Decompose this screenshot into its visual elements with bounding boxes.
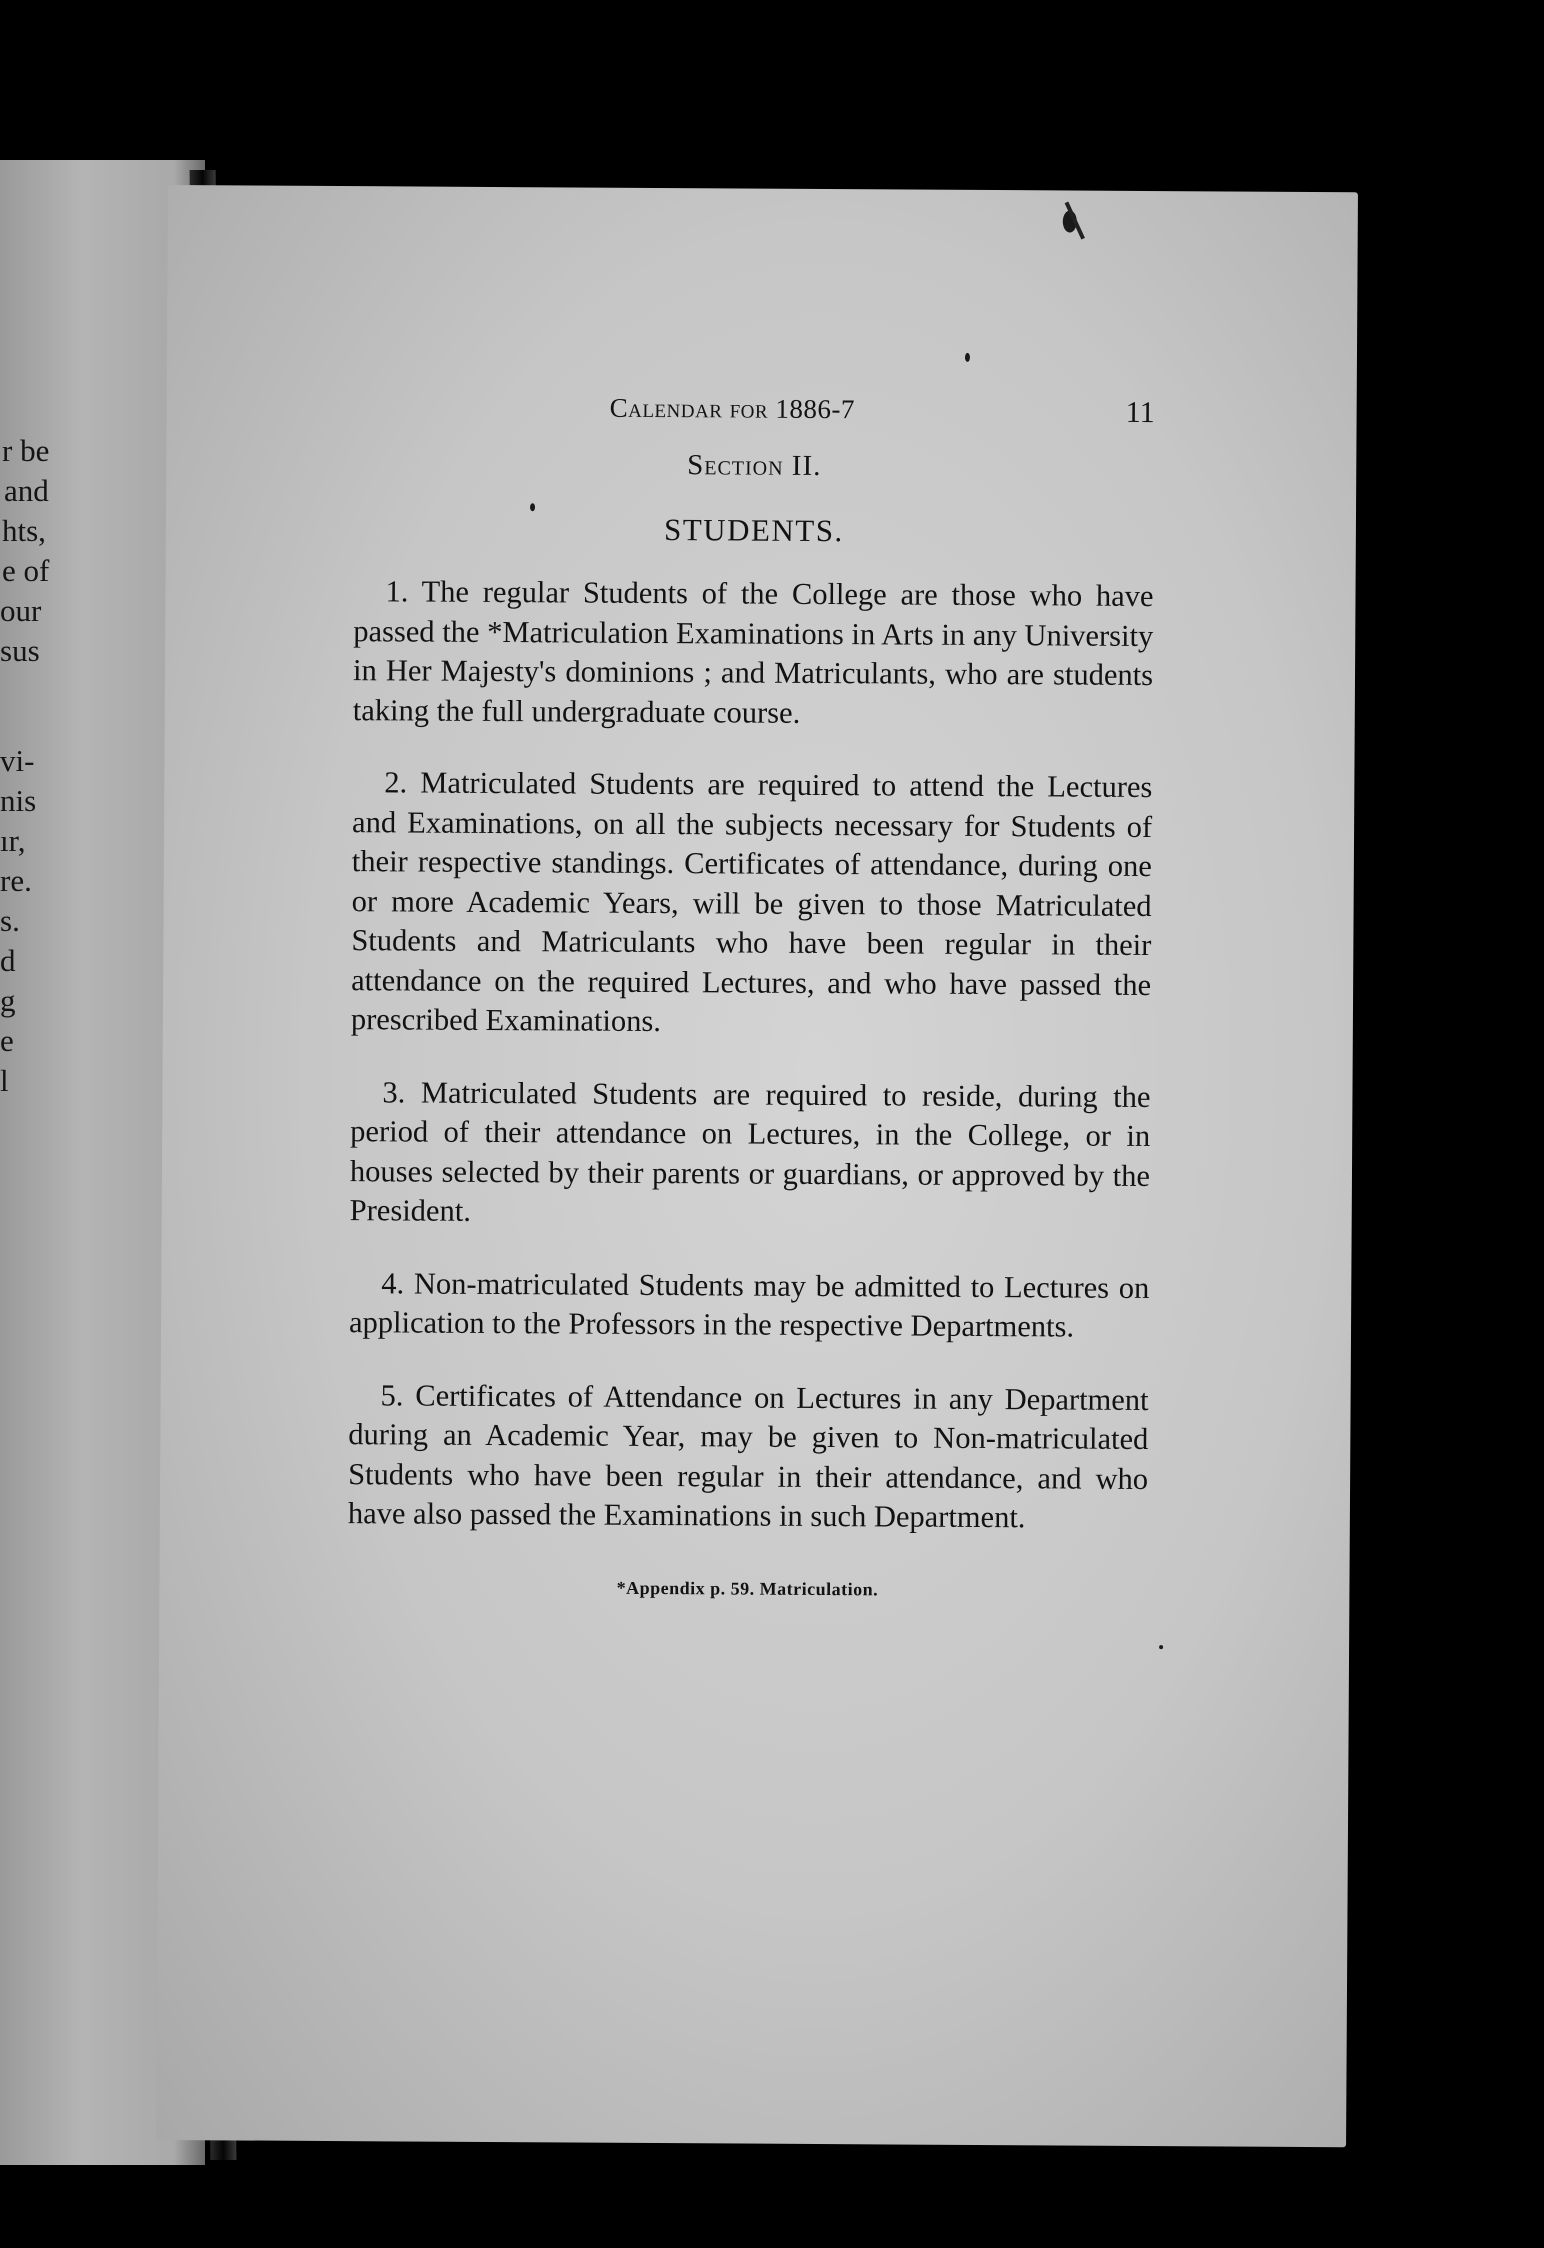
left-page-fragment: hts, [2, 513, 46, 548]
paragraph-text: The regular Students of the College are those who have passed the *Matriculation Examinations in Arts in any University in Her Majesty's dominions ; and Matriculants, who are students taking the full undergraduate course. [352, 574, 1154, 730]
running-head [354, 391, 1154, 436]
left-page-fragment: our [0, 593, 42, 628]
footnote: *Appendix p. 59. Matriculation. [616, 1577, 879, 1599]
left-page-fragment: and [4, 473, 49, 508]
book-page [156, 185, 1358, 2147]
left-page-fragment: nis [0, 783, 37, 818]
section-title: STUDENTS. [663, 512, 844, 549]
left-page-fragment: e of [2, 553, 50, 588]
paragraph-text: Certificates of Attendance on Lectures in any Department during an Academic Year, may be given to Non-matriculated Students who have been regular in their attendance, and who have also passed the Examinations in such Department. [347, 1378, 1149, 1535]
left-page-fragment: l [0, 1063, 9, 1098]
left-page-fragment: r be [2, 433, 50, 468]
left-page-fragment: d [0, 943, 16, 978]
paragraph-text: Non-matriculated Students may be admitted to Lectures on application to the Professors in the respective Departments. [348, 1266, 1150, 1344]
left-page-fragment: s. [0, 903, 20, 938]
paragraph-text: Matriculated Students are required to attend the Lectures and Examinations, on all the subjects necessary for Students of their respective standings. Certificates of attendance, during one or more Academic Years, will be given to those Matriculated Students and Matriculants who have been regular in their attendance on the required Lectures, and who have passed the prescribed Examinations. [350, 765, 1153, 1039]
left-page-fragment: re. [0, 863, 32, 898]
paragraph-4 [349, 1264, 1149, 1348]
left-page-fragment: g [0, 983, 16, 1018]
paragraph-text: Matriculated Students are required to reside, during the period of their attendance on Lectures, in the College, or in houses selected by their parents or guardians, or approved by the President. [349, 1075, 1151, 1228]
ink-speck [1159, 1645, 1163, 1649]
paragraph-number: 4. [381, 1265, 405, 1300]
ink-speck [530, 503, 535, 511]
left-page-fragment: vi- [0, 743, 35, 778]
paragraph-number: 5. [380, 1377, 404, 1412]
section-heading: Section II. [687, 449, 822, 482]
paragraph-5 [348, 1376, 1149, 1539]
page-number: 11 [1125, 395, 1155, 430]
paragraph-3 [350, 1073, 1151, 1236]
left-page-fragment: ır, [0, 823, 26, 858]
left-page-fragment: sus [0, 633, 40, 668]
paragraph-number: 2. [384, 765, 408, 800]
running-title: Calendar for 1886-7 [609, 392, 855, 425]
paragraph-1 [353, 572, 1154, 735]
left-page-fragment: e [0, 1023, 14, 1058]
paragraph-number: 1. [385, 574, 409, 609]
paragraph-number: 3. [382, 1074, 406, 1109]
ink-speck [965, 353, 970, 362]
page-content [347, 391, 1154, 1601]
paragraph-2 [351, 763, 1153, 1044]
